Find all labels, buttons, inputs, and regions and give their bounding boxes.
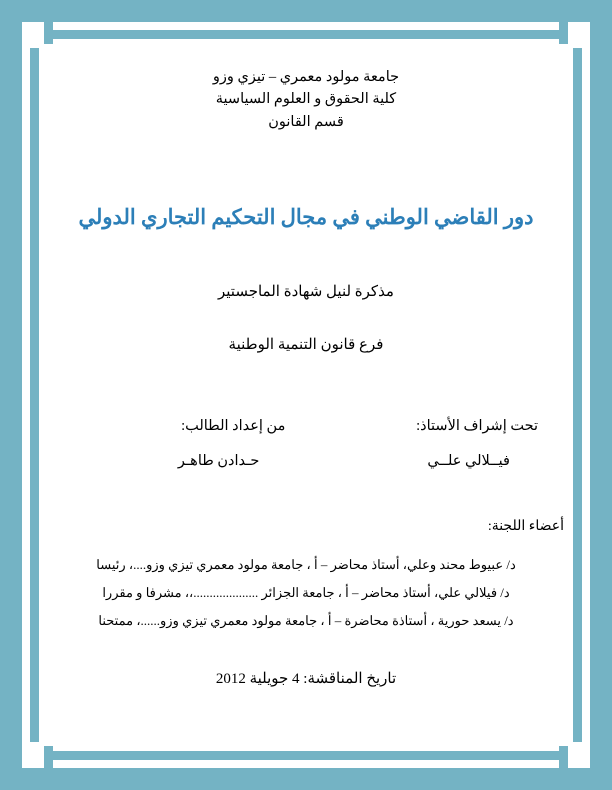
border-tick-top-left [44,0,53,44]
specialty-branch: فرع قانون التنمية الوطنية [228,337,384,354]
jury-member: د/ فيلالي علي، أستاذ محاضر – أ ، جامعة الجزائر ....................،، مشرفا و مقررا [102,585,510,601]
department-name: قسم القانون [268,113,344,130]
supervisor-name: فيــلالي علــي [427,453,510,470]
border-notch-bottom-left [22,742,44,768]
supervisor-role-label: تحت إشراف الأستاذ: [416,418,538,435]
jury-member: د/ عبيوط محند وعلي، أستاذ محاضر – أ ، جامعة مولود معمري تيزي وزو....، رئيسا [96,557,516,573]
author-role-label: من إعداد الطالب: [181,418,286,435]
jury-member: د/ يسعد حورية ، أستاذة محاضرة – أ ، جامعة مولود معمري تيزي وزو......، ممتحنا [98,613,514,629]
defense-date: تاريخ المناقشة: 4 جويلية 2012 [215,671,397,688]
border-notch-bottom-right [568,742,590,768]
cover-content [48,48,564,742]
border-notch-top-right [568,22,590,48]
supervisor-block [313,418,564,470]
author-block [48,418,289,470]
faculty-name: كلية الحقوق و العلوم السياسية [215,91,397,108]
border-tick-bottom-right [559,746,568,790]
people-section [48,418,564,470]
border-tick-top-right [559,0,568,44]
jury-member-list [48,551,564,635]
border-band-left [0,0,22,790]
border-tick-bottom-left [44,746,53,790]
university-name: جامعة مولود معمري – تيزي وزو [212,69,400,85]
border-band-top [0,0,612,22]
border-band-right [590,0,612,790]
degree-statement: مذكرة لنيل شهادة الماجستير [218,284,394,301]
border-notch-top-left [22,22,44,48]
university-block [48,66,564,133]
border-band-bottom [0,768,612,790]
jury-heading: أعضاء اللجنة: [487,519,564,535]
thesis-title: دور القاضي الوطني في مجال التحكيم التجاري الدولي [78,205,534,230]
author-name: حـدادن طاهـر [177,453,260,470]
